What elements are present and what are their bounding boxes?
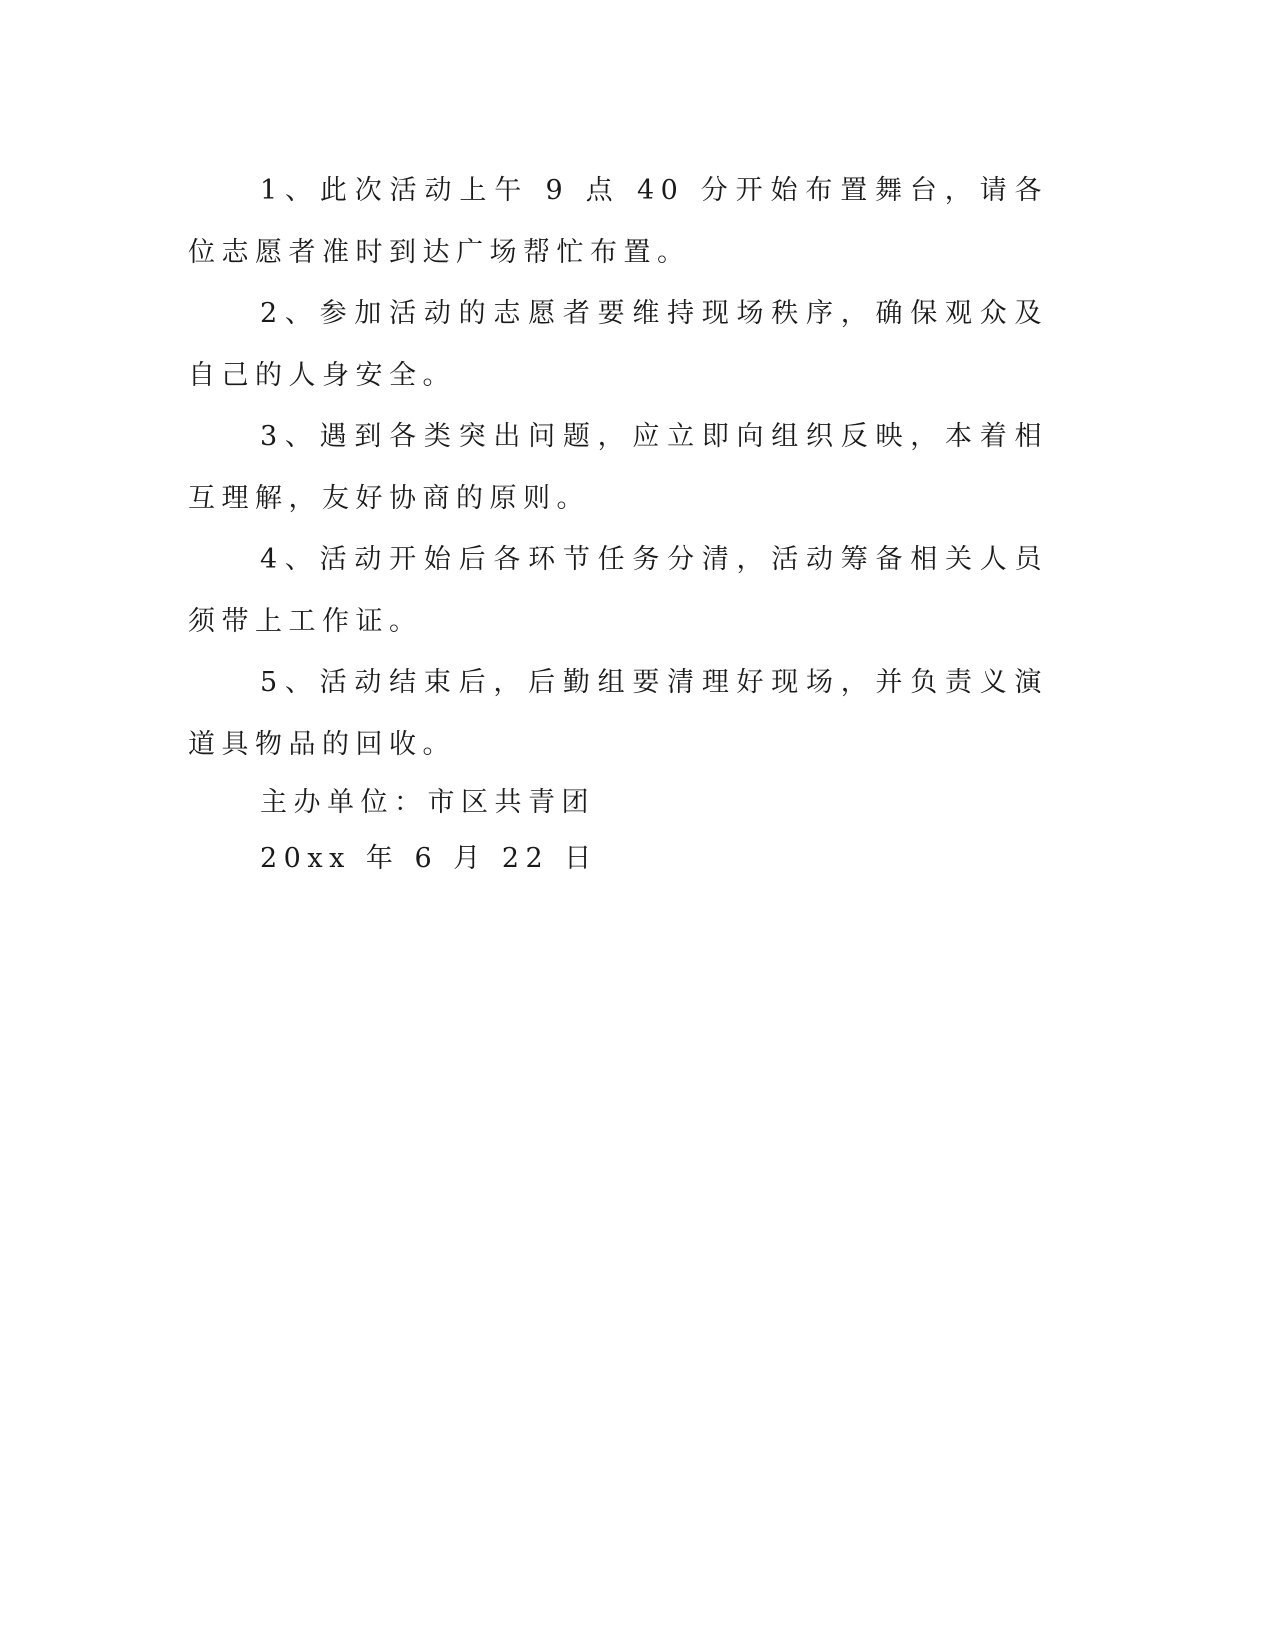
list-item: 4、活动开始后各环节任务分清，活动筹备相关人员须带上工作证。 (188, 544, 1048, 637)
list-item: 1、此次活动上午 9 点 40 分开始布置舞台，请各位志愿者准时到达广场帮忙布置。 (188, 175, 1048, 268)
list-item: 2、参加活动的志愿者要维持现场秩序，确保观众及自己的人身安全。 (188, 298, 1048, 391)
organizer-line: 主办单位：市区共青团 (260, 787, 595, 818)
document-body (188, 160, 1048, 887)
list-item: 3、遇到各类突出问题，应立即向组织反映，本着相互理解，友好协商的原则。 (188, 421, 1048, 514)
list-item: 5、活动结束后，后勤组要清理好现场，并负责义演道具物品的回收。 (188, 667, 1048, 760)
date-line: 20xx 年 6 月 22 日 (260, 843, 598, 874)
